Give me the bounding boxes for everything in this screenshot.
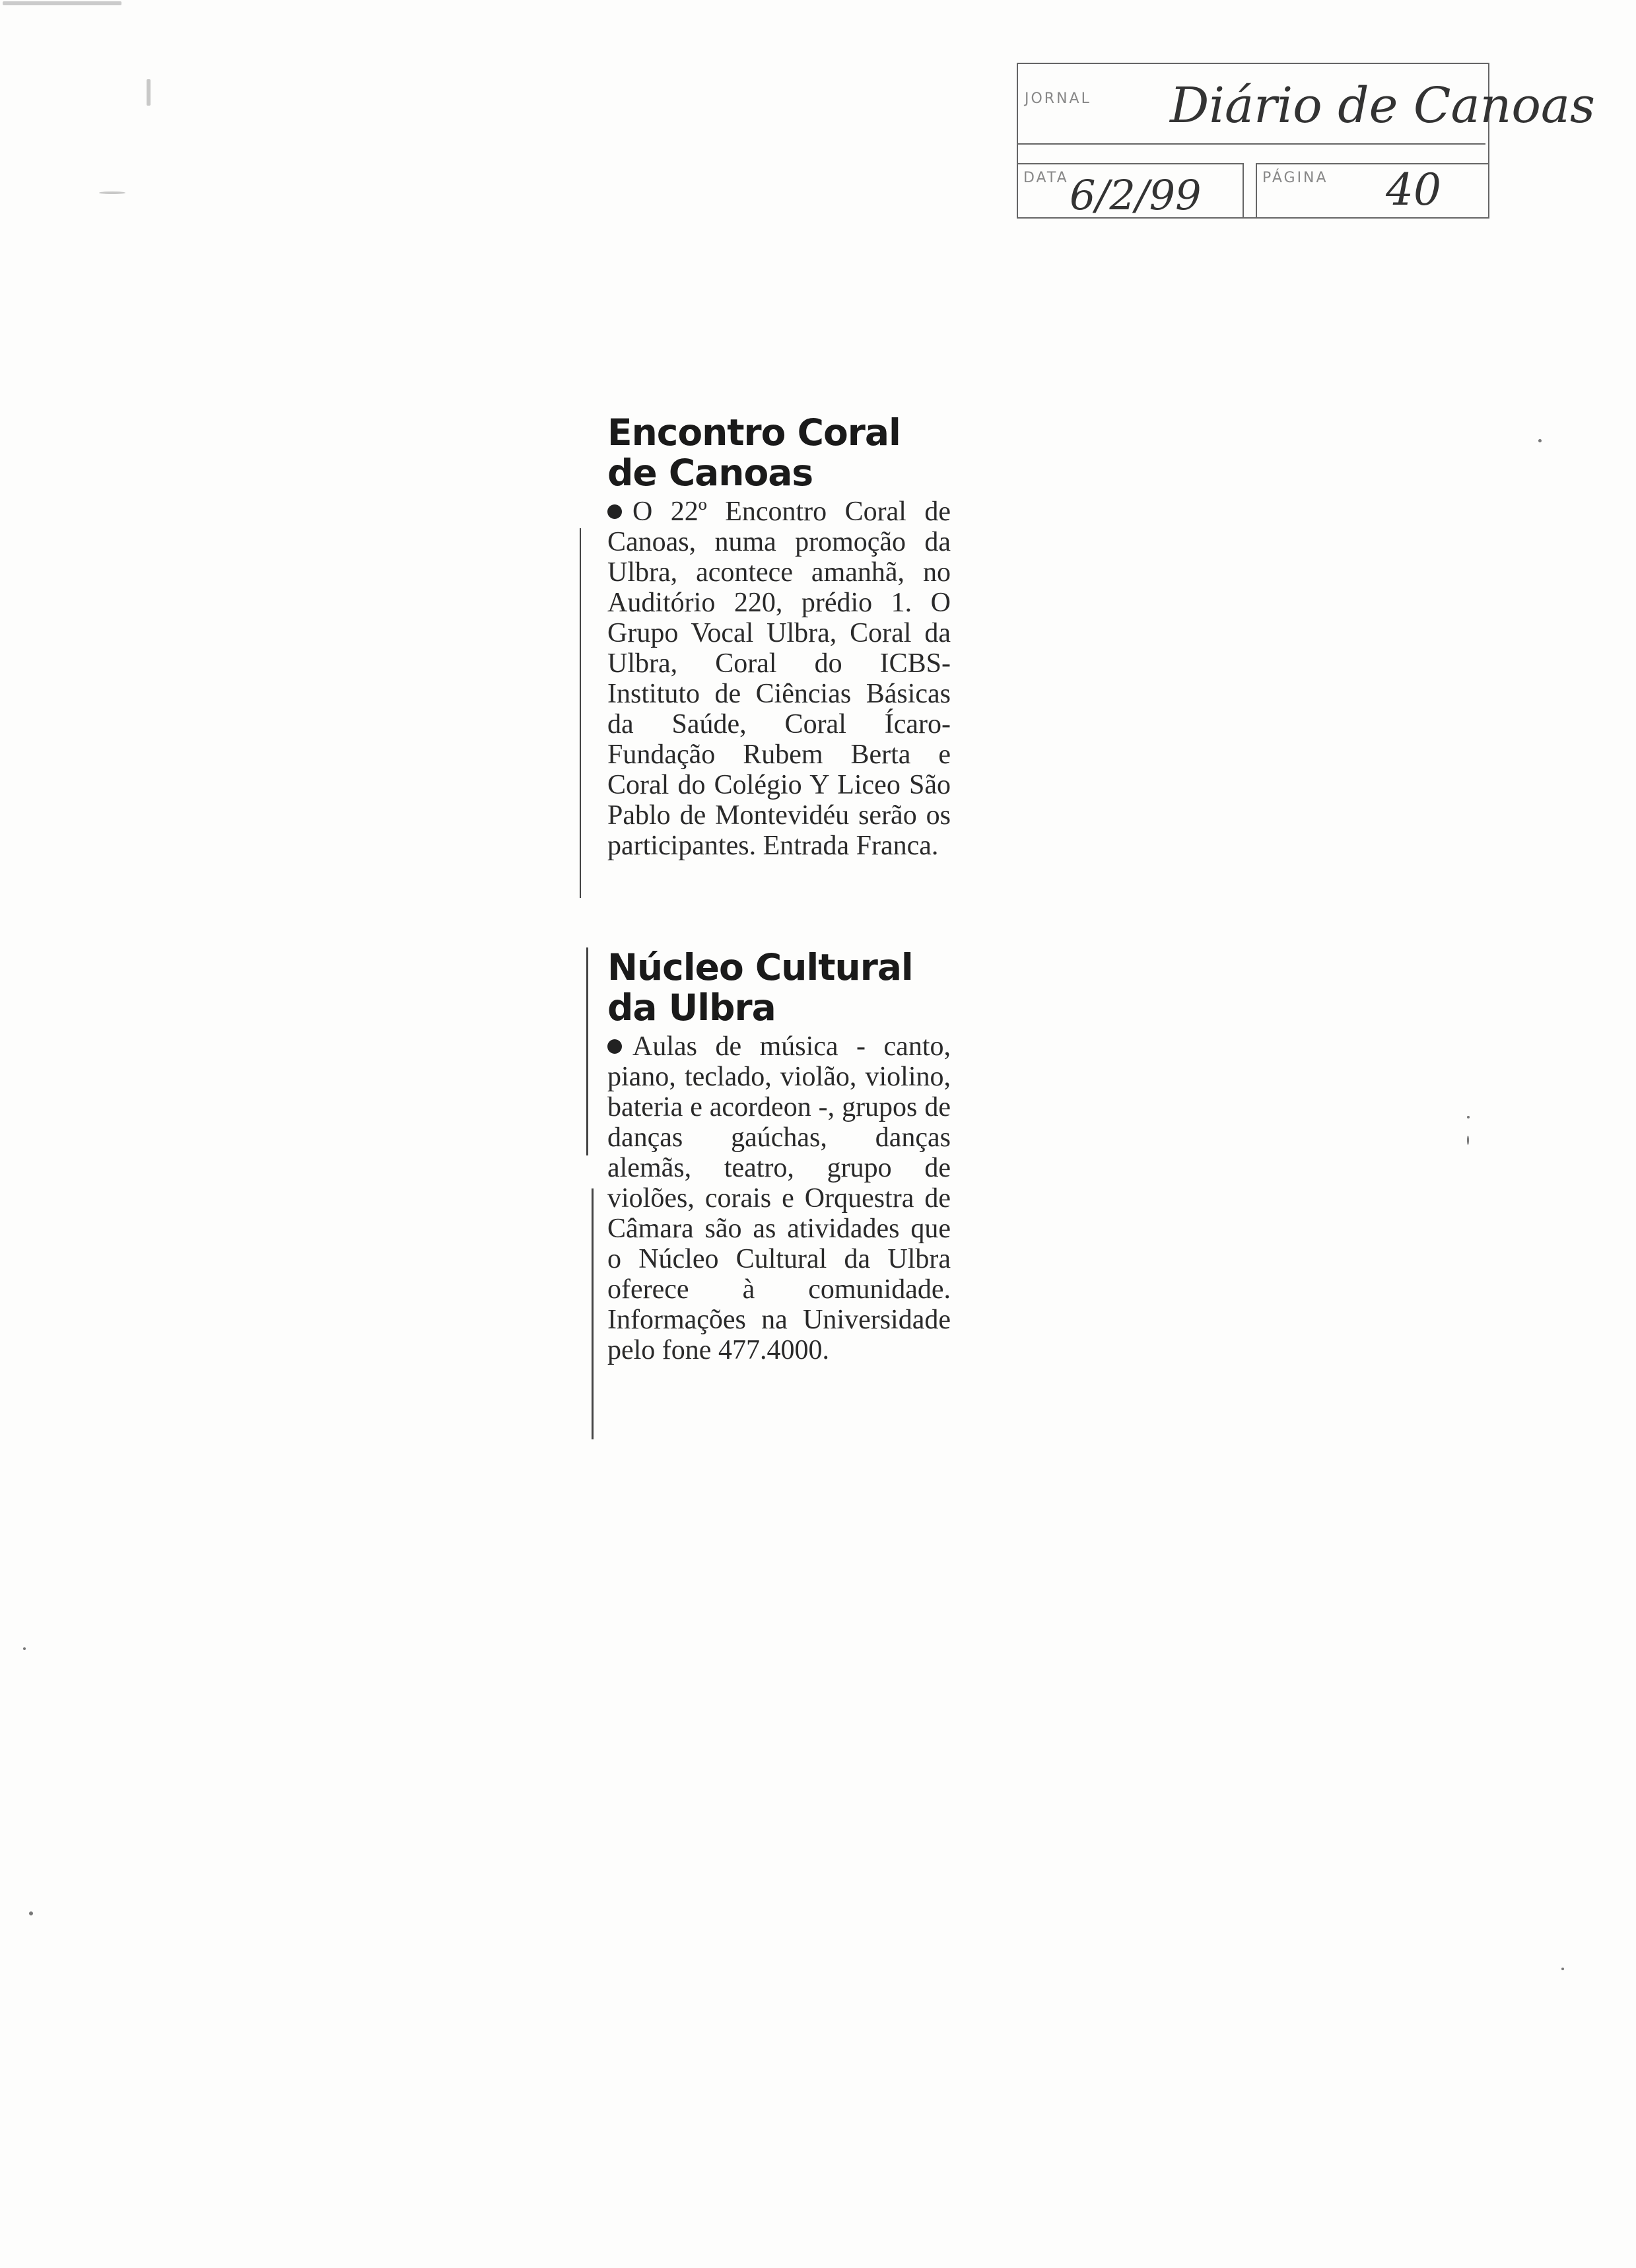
article-body-text: O 22º Encontro Coral de Canoas, numa promoção da Ulbra, acontece amanhã, no Auditório 220, prédio 1. O Grupo Vocal Ulbra, Coral da Ulbra, Coral do ICBS-Instituto de Ciências Básicas da Saúde, Coral Ícaro-Fundação Rubem Berta e Coral do Colégio Y Liceo São Pablo de Montevidéu serão os participantes. Entrada Franca. [607,497,951,861]
stamp-data-cell [1018,163,1244,217]
article-title-line: Núcleo Cultural [607,946,913,988]
article-title-line: da Ulbra [607,986,776,1029]
article-encontro-coral [607,413,951,861]
scan-speck [1467,1116,1470,1118]
stamp-jornal-row [1018,64,1595,145]
scan-speck [29,1911,33,1915]
article-title-line: de Canoas [607,451,813,494]
pagina-handwritten: 40 [1386,164,1441,215]
scan-speck [1561,1968,1564,1970]
scan-speck [1467,1136,1469,1145]
article-body [607,497,951,861]
bullet-icon [607,1039,622,1054]
data-handwritten: 6/2/99 [1070,171,1202,219]
scan-speck [147,79,151,106]
data-label: DATA [1023,170,1069,186]
scan-speck [3,1,121,5]
column-rule [592,1188,594,1439]
article-nucleo-cultural [607,947,951,1365]
bullet-icon [607,504,622,519]
stamp-pagina-cell [1256,163,1489,217]
article-title-line: Encontro Coral [607,411,901,454]
article-body-text: Aulas de música - canto, piano, teclado, violão, violino, bateria e acordeon -, grupos de danças gaúchas, danças alemãs, teatro, grupo de violões, corais e Orquestra de Câmara são as atividades que o Núcleo Cultural da Ulbra oferece à comunidade. Informações na Universidade pelo fone 477.4000. [607,1031,951,1365]
scan-speck [99,191,125,194]
article-body [607,1031,951,1365]
jornal-label: JORNAL [1025,90,1091,107]
clipping-stamp [1017,63,1595,219]
pagina-label: PÁGINA [1262,170,1328,186]
article-title [607,947,951,1027]
column-rule [586,947,588,1155]
scan-speck [23,1647,26,1650]
column-rule [580,528,581,898]
article-title [607,413,951,493]
scan-speck [1538,439,1542,442]
jornal-handwritten: Diário de Canoas [1170,77,1595,134]
